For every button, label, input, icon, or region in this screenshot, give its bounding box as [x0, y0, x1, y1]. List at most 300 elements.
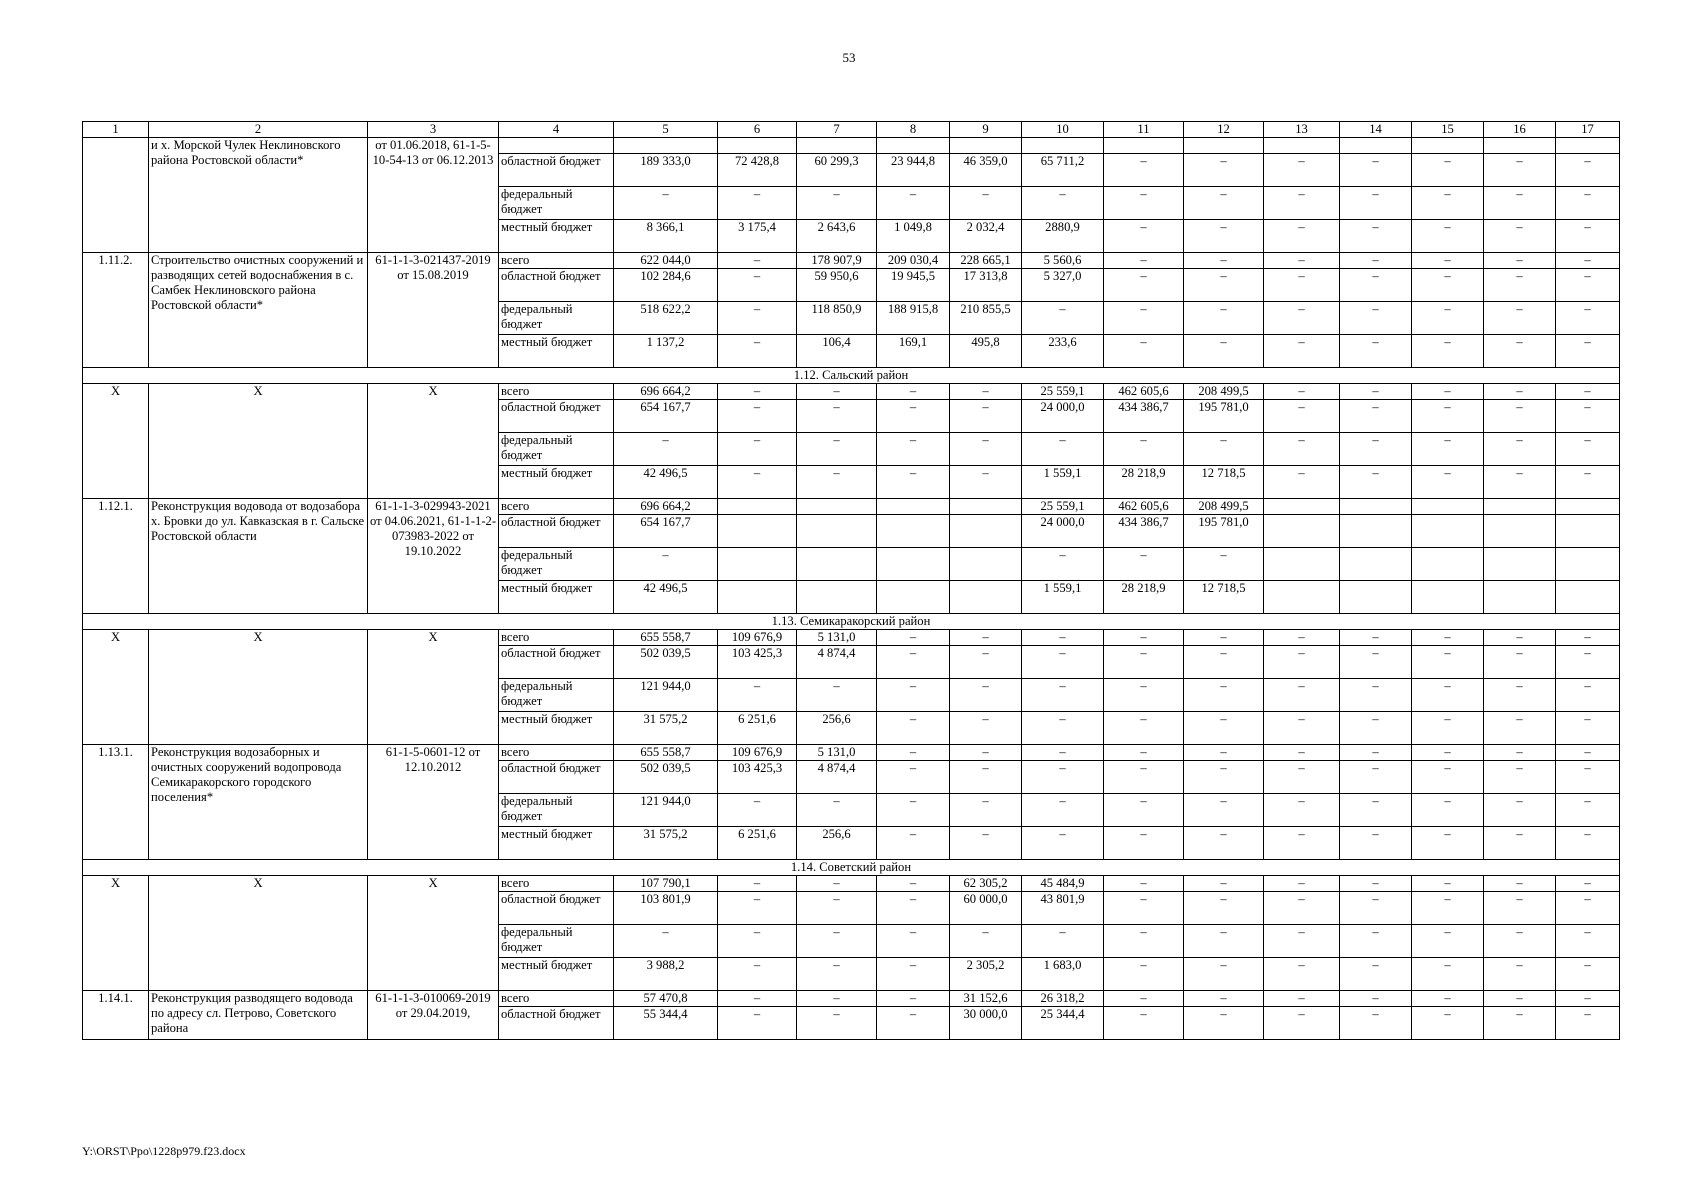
- amount-cell: –: [1184, 991, 1264, 1007]
- amount-cell: –: [1264, 154, 1340, 187]
- amount-cell: –: [1484, 253, 1556, 269]
- amount-cell: –: [1022, 187, 1104, 220]
- amount-cell: [1264, 499, 1340, 515]
- document-reference: X: [368, 384, 499, 499]
- amount-cell: 256,6: [797, 827, 877, 860]
- amount-cell: 12 718,5: [1184, 581, 1264, 614]
- amount-cell: –: [1184, 433, 1264, 466]
- amount-cell: –: [1104, 892, 1184, 925]
- amount-cell: [1340, 581, 1412, 614]
- amount-cell: 109 676,9: [718, 630, 797, 646]
- amount-cell: [797, 515, 877, 548]
- funding-source: федеральный бюджет: [499, 925, 614, 958]
- amount-cell: –: [1412, 269, 1484, 302]
- amount-cell: [1484, 138, 1556, 154]
- amount-cell: 31 575,2: [614, 712, 718, 745]
- amount-cell: –: [1264, 466, 1340, 499]
- funding-source: областной бюджет: [499, 269, 614, 302]
- amount-cell: –: [1104, 187, 1184, 220]
- amount-cell: –: [1340, 876, 1412, 892]
- amount-cell: [797, 581, 877, 614]
- amount-cell: 103 801,9: [614, 892, 718, 925]
- amount-cell: [877, 581, 950, 614]
- amount-cell: –: [1264, 1007, 1340, 1040]
- section-title: 1.14. Советский район: [83, 860, 1620, 876]
- object-name: Реконструкция водовода от водозабора х. Бровки до ул. Кавказская в г. Сальске Ростовской области: [149, 499, 368, 614]
- table-row: [83, 253, 1620, 269]
- amount-cell: –: [1340, 745, 1412, 761]
- amount-cell: –: [1104, 761, 1184, 794]
- amount-cell: –: [1484, 384, 1556, 400]
- amount-cell: –: [1264, 892, 1340, 925]
- amount-cell: –: [1264, 253, 1340, 269]
- amount-cell: –: [877, 827, 950, 860]
- amount-cell: –: [797, 400, 877, 433]
- amount-cell: [1340, 499, 1412, 515]
- amount-cell: –: [877, 384, 950, 400]
- amount-cell: –: [718, 335, 797, 368]
- amount-cell: 19 945,5: [877, 269, 950, 302]
- amount-cell: –: [1264, 335, 1340, 368]
- column-header: 15: [1412, 122, 1484, 138]
- amount-cell: –: [1184, 646, 1264, 679]
- funding-source: местный бюджет: [499, 958, 614, 991]
- amount-cell: –: [718, 892, 797, 925]
- amount-cell: –: [1484, 958, 1556, 991]
- document-reference: X: [368, 876, 499, 991]
- amount-cell: –: [1264, 745, 1340, 761]
- amount-cell: –: [1340, 712, 1412, 745]
- amount-cell: 5 131,0: [797, 745, 877, 761]
- amount-cell: –: [1104, 925, 1184, 958]
- amount-cell: 60 000,0: [950, 892, 1022, 925]
- amount-cell: –: [1022, 630, 1104, 646]
- amount-cell: –: [1340, 400, 1412, 433]
- amount-cell: –: [1340, 958, 1412, 991]
- document-reference: 61-1-5-0601-12 от 12.10.2012: [368, 745, 499, 860]
- amount-cell: –: [718, 1007, 797, 1040]
- amount-cell: –: [1022, 794, 1104, 827]
- amount-cell: –: [1184, 761, 1264, 794]
- amount-cell: –: [797, 794, 877, 827]
- amount-cell: –: [1340, 433, 1412, 466]
- amount-cell: –: [950, 630, 1022, 646]
- amount-cell: 121 944,0: [614, 679, 718, 712]
- amount-cell: –: [797, 876, 877, 892]
- amount-cell: 28 218,9: [1104, 581, 1184, 614]
- amount-cell: –: [718, 433, 797, 466]
- object-name: Строительство очистных сооружений и разводящих сетей водоснабжения в с. Самбек Неклиновского района Ростовской области*: [149, 253, 368, 368]
- amount-cell: –: [1264, 876, 1340, 892]
- amount-cell: –: [1264, 269, 1340, 302]
- amount-cell: –: [1184, 745, 1264, 761]
- item-number: 1.14.1.: [83, 991, 149, 1040]
- amount-cell: 103 425,3: [718, 646, 797, 679]
- amount-cell: –: [1022, 646, 1104, 679]
- amount-cell: [1412, 515, 1484, 548]
- amount-cell: –: [797, 892, 877, 925]
- amount-cell: 169,1: [877, 335, 950, 368]
- column-header: 8: [877, 122, 950, 138]
- amount-cell: 4 874,4: [797, 761, 877, 794]
- amount-cell: –: [797, 466, 877, 499]
- table-row: [83, 384, 1620, 400]
- amount-cell: [1264, 581, 1340, 614]
- amount-cell: 1 683,0: [1022, 958, 1104, 991]
- funding-source: областной бюджет: [499, 1007, 614, 1040]
- column-header: 2: [149, 122, 368, 138]
- amount-cell: [718, 581, 797, 614]
- amount-cell: –: [1412, 679, 1484, 712]
- amount-cell: 121 944,0: [614, 794, 718, 827]
- column-header: 17: [1556, 122, 1620, 138]
- funding-source: областной бюджет: [499, 761, 614, 794]
- amount-cell: 2880,9: [1022, 220, 1104, 253]
- amount-cell: 8 366,1: [614, 220, 718, 253]
- amount-cell: [1556, 548, 1620, 581]
- amount-cell: –: [1104, 548, 1184, 581]
- funding-source: всего: [499, 745, 614, 761]
- amount-cell: 24 000,0: [1022, 515, 1104, 548]
- amount-cell: –: [1104, 991, 1184, 1007]
- amount-cell: [1412, 548, 1484, 581]
- amount-cell: [1264, 515, 1340, 548]
- amount-cell: 43 801,9: [1022, 892, 1104, 925]
- amount-cell: –: [1340, 220, 1412, 253]
- amount-cell: 195 781,0: [1184, 400, 1264, 433]
- amount-cell: [718, 548, 797, 581]
- column-header: 14: [1340, 122, 1412, 138]
- amount-cell: –: [797, 1007, 877, 1040]
- amount-cell: 195 781,0: [1184, 515, 1264, 548]
- amount-cell: –: [1022, 712, 1104, 745]
- amount-cell: –: [1264, 991, 1340, 1007]
- amount-cell: –: [1184, 335, 1264, 368]
- amount-cell: [950, 581, 1022, 614]
- amount-cell: –: [1022, 679, 1104, 712]
- amount-cell: –: [1556, 958, 1620, 991]
- funding-source: федеральный бюджет: [499, 794, 614, 827]
- amount-cell: 60 299,3: [797, 154, 877, 187]
- amount-cell: 5 131,0: [797, 630, 877, 646]
- amount-cell: 434 386,7: [1104, 515, 1184, 548]
- amount-cell: –: [1412, 384, 1484, 400]
- amount-cell: –: [1556, 400, 1620, 433]
- amount-cell: –: [1104, 646, 1184, 679]
- section-row: [83, 368, 1620, 384]
- amount-cell: –: [1264, 925, 1340, 958]
- amount-cell: –: [1104, 794, 1184, 827]
- amount-cell: –: [1022, 745, 1104, 761]
- table-row: [83, 138, 1620, 154]
- amount-cell: –: [1340, 646, 1412, 679]
- amount-cell: 31 152,6: [950, 991, 1022, 1007]
- amount-cell: –: [1556, 187, 1620, 220]
- amount-cell: –: [1484, 400, 1556, 433]
- amount-cell: 5 560,6: [1022, 253, 1104, 269]
- amount-cell: 502 039,5: [614, 646, 718, 679]
- funding-source: федеральный бюджет: [499, 679, 614, 712]
- amount-cell: –: [1340, 630, 1412, 646]
- amount-cell: –: [1412, 335, 1484, 368]
- amount-cell: 228 665,1: [950, 253, 1022, 269]
- object-name: Реконструкция водозаборных и очистных сооружений водопровода Семикаракорского городского поселения*: [149, 745, 368, 860]
- amount-cell: –: [1484, 154, 1556, 187]
- amount-cell: 30 000,0: [950, 1007, 1022, 1040]
- amount-cell: –: [797, 679, 877, 712]
- amount-cell: –: [1412, 925, 1484, 958]
- amount-cell: –: [1104, 1007, 1184, 1040]
- amount-cell: –: [1556, 679, 1620, 712]
- amount-cell: 6 251,6: [718, 827, 797, 860]
- amount-cell: –: [950, 712, 1022, 745]
- funding-source: всего: [499, 876, 614, 892]
- column-header: 13: [1264, 122, 1340, 138]
- object-name: X: [149, 876, 368, 991]
- amount-cell: –: [1484, 827, 1556, 860]
- amount-cell: –: [1340, 302, 1412, 335]
- amount-cell: –: [1340, 269, 1412, 302]
- funding-source: местный бюджет: [499, 827, 614, 860]
- item-number: [83, 138, 149, 253]
- amount-cell: 55 344,4: [614, 1007, 718, 1040]
- amount-cell: –: [1412, 220, 1484, 253]
- amount-cell: –: [1104, 220, 1184, 253]
- amount-cell: –: [877, 433, 950, 466]
- amount-cell: –: [1022, 761, 1104, 794]
- amount-cell: –: [1412, 958, 1484, 991]
- amount-cell: 25 344,4: [1022, 1007, 1104, 1040]
- amount-cell: –: [1556, 630, 1620, 646]
- amount-cell: –: [1556, 712, 1620, 745]
- amount-cell: –: [1484, 433, 1556, 466]
- amount-cell: –: [1184, 1007, 1264, 1040]
- column-header: 1: [83, 122, 149, 138]
- section-title: 1.13. Семикаракорский район: [83, 614, 1620, 630]
- amount-cell: –: [1184, 253, 1264, 269]
- amount-cell: 42 496,5: [614, 581, 718, 614]
- amount-cell: –: [1104, 712, 1184, 745]
- amount-cell: –: [1264, 302, 1340, 335]
- amount-cell: –: [1104, 958, 1184, 991]
- amount-cell: 210 855,5: [950, 302, 1022, 335]
- amount-cell: [1412, 138, 1484, 154]
- amount-cell: 26 318,2: [1022, 991, 1104, 1007]
- amount-cell: –: [1412, 745, 1484, 761]
- amount-cell: [950, 548, 1022, 581]
- amount-cell: –: [877, 679, 950, 712]
- amount-cell: –: [1264, 712, 1340, 745]
- amount-cell: –: [1484, 187, 1556, 220]
- amount-cell: –: [950, 400, 1022, 433]
- amount-cell: –: [1340, 253, 1412, 269]
- amount-cell: –: [1104, 433, 1184, 466]
- amount-cell: –: [1484, 794, 1556, 827]
- amount-cell: 72 428,8: [718, 154, 797, 187]
- amount-cell: 5 327,0: [1022, 269, 1104, 302]
- amount-cell: 25 559,1: [1022, 384, 1104, 400]
- amount-cell: –: [1556, 1007, 1620, 1040]
- amount-cell: 1 049,8: [877, 220, 950, 253]
- amount-cell: –: [1184, 794, 1264, 827]
- amount-cell: [1184, 138, 1264, 154]
- object-name: X: [149, 384, 368, 499]
- funding-source: федеральный бюджет: [499, 302, 614, 335]
- amount-cell: –: [718, 794, 797, 827]
- amount-cell: –: [877, 1007, 950, 1040]
- amount-cell: –: [1412, 400, 1484, 433]
- amount-cell: 502 039,5: [614, 761, 718, 794]
- amount-cell: 25 559,1: [1022, 499, 1104, 515]
- column-header: 11: [1104, 122, 1184, 138]
- amount-cell: [950, 515, 1022, 548]
- item-number: 1.12.1.: [83, 499, 149, 614]
- amount-cell: [950, 499, 1022, 515]
- amount-cell: 696 664,2: [614, 499, 718, 515]
- object-name: и х. Морской Чулек Неклиновского района Ростовской области*: [149, 138, 368, 253]
- amount-cell: –: [877, 925, 950, 958]
- amount-cell: [1104, 138, 1184, 154]
- object-name: X: [149, 630, 368, 745]
- amount-cell: –: [718, 400, 797, 433]
- amount-cell: –: [950, 745, 1022, 761]
- amount-cell: –: [1412, 154, 1484, 187]
- amount-cell: –: [1264, 630, 1340, 646]
- amount-cell: 62 305,2: [950, 876, 1022, 892]
- amount-cell: 696 664,2: [614, 384, 718, 400]
- amount-cell: –: [1556, 761, 1620, 794]
- amount-cell: –: [1022, 302, 1104, 335]
- item-number: 1.11.2.: [83, 253, 149, 368]
- amount-cell: –: [950, 433, 1022, 466]
- amount-cell: –: [1264, 794, 1340, 827]
- document-reference: 61-1-1-3-021437-2019 от 15.08.2019: [368, 253, 499, 368]
- amount-cell: [797, 138, 877, 154]
- amount-cell: 178 907,9: [797, 253, 877, 269]
- amount-cell: –: [1556, 220, 1620, 253]
- amount-cell: –: [1412, 253, 1484, 269]
- amount-cell: –: [1412, 876, 1484, 892]
- amount-cell: 188 915,8: [877, 302, 950, 335]
- amount-cell: [1556, 515, 1620, 548]
- item-number: X: [83, 876, 149, 991]
- amount-cell: –: [1184, 302, 1264, 335]
- amount-cell: –: [1412, 712, 1484, 745]
- amount-cell: 209 030,4: [877, 253, 950, 269]
- amount-cell: 189 333,0: [614, 154, 718, 187]
- amount-cell: –: [718, 466, 797, 499]
- amount-cell: –: [1340, 925, 1412, 958]
- amount-cell: –: [1022, 548, 1104, 581]
- amount-cell: –: [1264, 187, 1340, 220]
- amount-cell: –: [797, 384, 877, 400]
- amount-cell: –: [718, 302, 797, 335]
- amount-cell: –: [1556, 384, 1620, 400]
- funding-source: областной бюджет: [499, 154, 614, 187]
- amount-cell: 2 032,4: [950, 220, 1022, 253]
- amount-cell: –: [1022, 433, 1104, 466]
- amount-cell: –: [718, 991, 797, 1007]
- amount-cell: 434 386,7: [1104, 400, 1184, 433]
- amount-cell: –: [1264, 400, 1340, 433]
- amount-cell: –: [1556, 466, 1620, 499]
- amount-cell: –: [1340, 794, 1412, 827]
- amount-cell: [877, 499, 950, 515]
- column-header: 3: [368, 122, 499, 138]
- amount-cell: –: [1340, 679, 1412, 712]
- amount-cell: 12 718,5: [1184, 466, 1264, 499]
- amount-cell: –: [877, 400, 950, 433]
- amount-cell: –: [1340, 991, 1412, 1007]
- document-reference: 61-1-1-3-010069-2019 от 29.04.2019,: [368, 991, 499, 1040]
- budget-table: [82, 121, 1620, 1040]
- amount-cell: –: [1104, 876, 1184, 892]
- item-number: X: [83, 630, 149, 745]
- amount-cell: –: [1412, 1007, 1484, 1040]
- funding-source: всего: [499, 253, 614, 269]
- amount-cell: –: [1184, 925, 1264, 958]
- amount-cell: 57 470,8: [614, 991, 718, 1007]
- amount-cell: –: [1340, 187, 1412, 220]
- amount-cell: –: [950, 925, 1022, 958]
- funding-source: местный бюджет: [499, 335, 614, 368]
- document-reference: от 01.06.2018, 61-1-5-10-54-13 от 06.12.2013: [368, 138, 499, 253]
- amount-cell: –: [1184, 958, 1264, 991]
- amount-cell: –: [950, 646, 1022, 679]
- amount-cell: [1484, 499, 1556, 515]
- amount-cell: –: [1484, 269, 1556, 302]
- amount-cell: –: [1412, 794, 1484, 827]
- funding-source: областной бюджет: [499, 515, 614, 548]
- amount-cell: –: [1484, 630, 1556, 646]
- amount-cell: –: [950, 384, 1022, 400]
- amount-cell: –: [614, 187, 718, 220]
- amount-cell: –: [1184, 827, 1264, 860]
- amount-cell: –: [1412, 991, 1484, 1007]
- amount-cell: –: [1484, 925, 1556, 958]
- amount-cell: –: [950, 827, 1022, 860]
- funding-source: областной бюджет: [499, 400, 614, 433]
- amount-cell: –: [1412, 466, 1484, 499]
- amount-cell: –: [1484, 335, 1556, 368]
- amount-cell: 1 137,2: [614, 335, 718, 368]
- amount-cell: 654 167,7: [614, 515, 718, 548]
- amount-cell: –: [797, 991, 877, 1007]
- amount-cell: –: [1556, 335, 1620, 368]
- amount-cell: –: [1340, 335, 1412, 368]
- amount-cell: [797, 548, 877, 581]
- amount-cell: –: [718, 269, 797, 302]
- amount-cell: –: [1264, 646, 1340, 679]
- amount-cell: –: [1104, 269, 1184, 302]
- amount-cell: –: [1184, 154, 1264, 187]
- amount-cell: 208 499,5: [1184, 499, 1264, 515]
- amount-cell: 233,6: [1022, 335, 1104, 368]
- amount-cell: –: [1556, 253, 1620, 269]
- amount-cell: –: [1184, 630, 1264, 646]
- funding-source: федеральный бюджет: [499, 187, 614, 220]
- amount-cell: –: [1264, 958, 1340, 991]
- amount-cell: –: [877, 745, 950, 761]
- amount-cell: –: [718, 187, 797, 220]
- amount-cell: –: [1412, 433, 1484, 466]
- amount-cell: –: [1104, 630, 1184, 646]
- amount-cell: [1340, 138, 1412, 154]
- amount-cell: –: [1556, 745, 1620, 761]
- amount-cell: 655 558,7: [614, 745, 718, 761]
- amount-cell: –: [1484, 466, 1556, 499]
- amount-cell: –: [1184, 548, 1264, 581]
